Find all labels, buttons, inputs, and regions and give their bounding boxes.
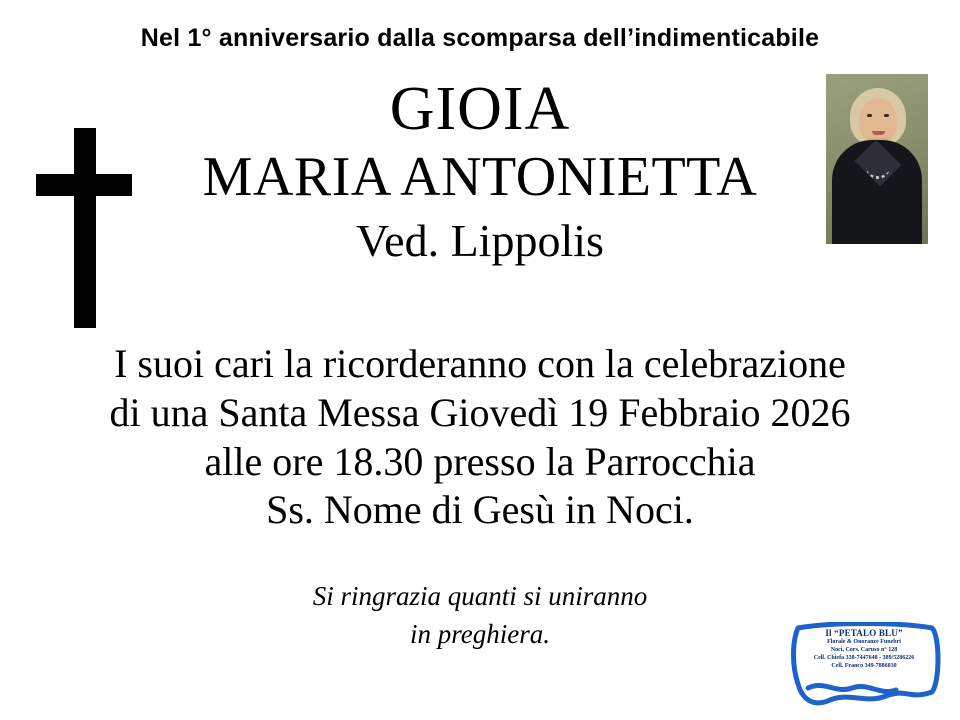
anniversary-line: Nel 1° anniversario dalla scomparsa dell’indimenticabile [140, 24, 820, 52]
funeral-agency-logo [790, 622, 950, 716]
latin-cross-icon [36, 128, 132, 328]
photo-eye-right [884, 114, 889, 117]
deceased-middle-name: MARIA ANTONIETTA [202, 146, 758, 209]
logo-agency-line-2: Noci, Cors. Caruso n° 128 [830, 647, 898, 654]
deceased-first-name: GIOIA [389, 75, 571, 143]
cross-vertical-bar [74, 128, 96, 328]
thanks-line-1: Si ringrazia quanti si uniranno [312, 581, 648, 611]
photo-mouth [872, 131, 885, 135]
deceased-name-block [120, 75, 840, 267]
logo-agency-name: Il “PETALO BLU” [825, 628, 903, 638]
thanks-line-2: in preghiera. [410, 618, 550, 649]
logo-text-block [800, 628, 928, 670]
announcement-line-4: Ss. Nome di Gesù in Noci. [266, 487, 694, 533]
logo-agency-line-4: Cell. Franco 349-7886030 [831, 663, 897, 670]
announcement-line-3: alle ore 18.30 presso la Parrocchia [204, 438, 756, 484]
announcement-line-1: I suoi cari la ricorderanno con la celebrazione [114, 341, 846, 386]
photo-eye-left [867, 114, 872, 117]
deceased-widow-of: Ved. Lippolis [356, 215, 604, 267]
cross-horizontal-bar [36, 174, 132, 196]
announcement-line-2: di una Santa Messa Giovedì 19 Febbraio 2026 [109, 389, 851, 435]
announcement-text [18, 340, 942, 535]
logo-agency-line-1: Florale & Onoranze Funebri [827, 639, 901, 645]
logo-agency-line-3: Cell. Chiefa 338-7447648 - 389/5286226 [813, 655, 915, 662]
portrait-photo [826, 74, 928, 244]
